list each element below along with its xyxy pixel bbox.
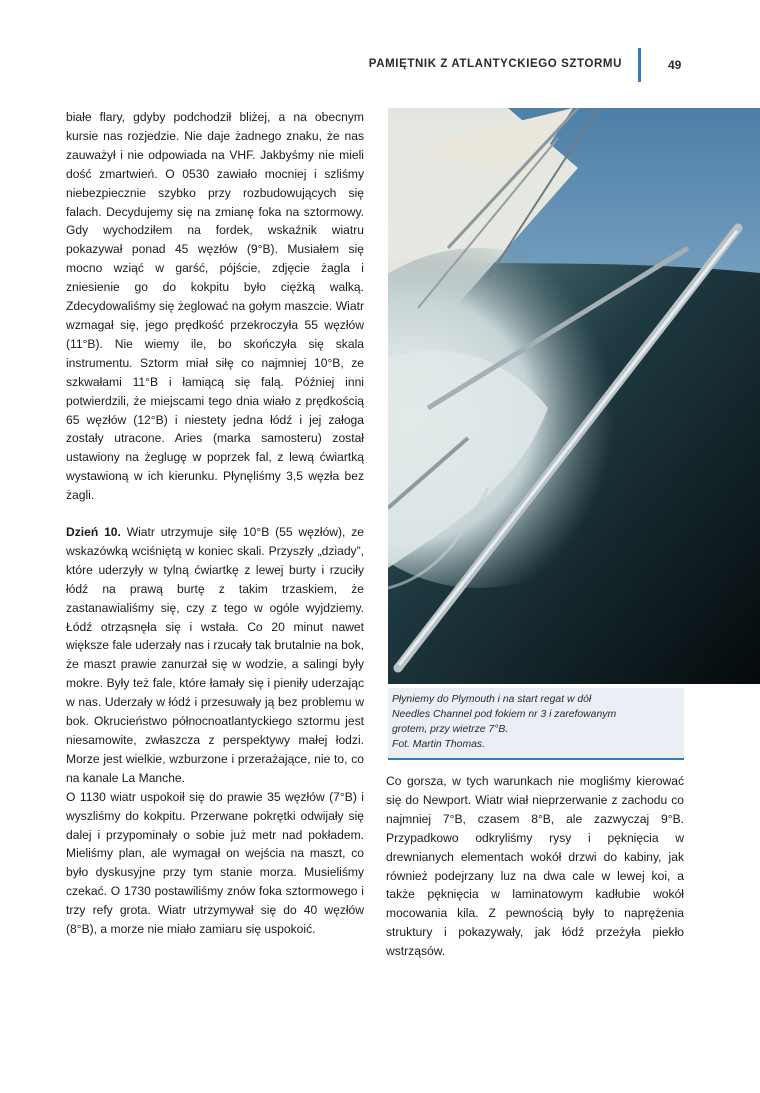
caption-line: grotem, przy wietrze 7°B. bbox=[392, 724, 509, 735]
paragraph: O 1130 wiatr uspokoił się do prawie 35 węzłów (7°B) i wyszliśmy do kokpitu. Przerwane pokrętki odwijały się dalej i przypominały o sobie już metr nad pokładem. Mieliśmy plan, ale wymagał on wejścia na maszt, co było dyskusyjne przy tym stanie morza. Musieliśmy czekać. O 1730 postawiliśmy znów foka sztormowego i trzy refy grota. Wiatr utrzymywał się do 40 węzłów (8°B), a morze nie miało zamiaru się uspokoić. bbox=[66, 789, 364, 937]
photo-caption bbox=[388, 688, 684, 760]
paragraph-text: Wiatr utrzymuje siłę 10°B (55 węzłów), ze wskazówką wciśniętą w koniec skali. Przyszły „dziady”, które uderzyły w tylną ćwiartkę z lewej burty i rzuciły łódź na prawą burtę z takim trzaskiem, że zastanawialiśmy się, czy z tego w ogóle wyjdziemy. Łódź otrząsnęła się i wstała. Co 20 minut nawet większe fale uderzały nas i rzucały tak brutalnie na bok, że maszt prawie zanurzał się w wodzie, a salingi były mokre. Były też fale, które łamały się i pieniły uderzając w nas. Uderzały w łódź i przesuwały ją bez problemu w bok. Okrucieństwo północnoatlantyckiego sztormu jest niesamowite, zwłaszcza z perspektywy małej łodzi. Morze jest wielkie, wzburzone i przerażające, nie to, co na kanale La Manche. bbox=[66, 525, 364, 785]
photo-credit: Fot. Martin Thomas. bbox=[392, 739, 485, 750]
left-text-column bbox=[66, 108, 364, 939]
header-accent-rule bbox=[638, 48, 641, 82]
right-text-column bbox=[386, 772, 684, 961]
running-head: PAMIĘTNIK Z ATLANTYCKIEGO SZTORMU bbox=[368, 58, 622, 70]
paragraph: Co gorsza, w tych warunkach nie mogliśmy kierować się do Newport. Wiatr wiał nieprzerwanie z zachodu co najmniej 7°B, czasem 8°B, ale zazwyczaj 9°B. Przypadkowo odkryliśmy rysy i pęknięcia w drewnianych elementach wokół drzwi do kabiny, jak również podejrzany luz na dwa cale w lewej koi, a także pęknięcia w laminatowym kadłubie wokół mocowania kila. Z pewnością były to naprężenia struktury i pokazywały, jak łódź przeżyła piekło wstrząsów. bbox=[386, 774, 684, 959]
caption-line: Płyniemy do Plymouth i na start regat w dół bbox=[392, 694, 592, 705]
paragraph: białe flary, gdyby podchodził bliżej, a na obecnym kursie nas rozjedzie. Nie daje żadnego znaku, że nas zauważył i nie odpowiada na VHF. Jakbyśmy nie mieli dość zmartwień. O 0530 zawiało mocniej i szliśmy niebezpiecznie szybko przy rozbudowujących się falach. Decydujemy się na zmianę foka na sztormowy. Gdy wychodziłem na fordek, wskaźnik wiatru pokazywał ponad 45 węzłów (9°B). Musiałem się mocno wziąć w garść, pójście, zdjęcie żagla i zniesienie go do kokpitu było ciężką walką. Zdecydowaliśmy się żeglować na gołym maszcie. Wiatr wzmagał się, jego prędkość przekroczyła 55 węzłów (11°B). Nie wiemy ile, bo skończyła się skala instrumentu. Sztorm miał siłę co najmniej 10°B, ze szkwałami 11°B i łamiącą się falą. Później inni potwierdzili, że miejscami tego dnia wiało z prędkością 65 węzłów (12°B) i niestety jedna łódź i jej załoga zostały utracone. Aries (marka samosteru) został ustawiony na żeglugę w poprzek fal, z lewą ćwiartką wystawioną w ich kierunku. Płynęliśmy 3,5 węzła bez żagli. bbox=[66, 110, 364, 503]
caption-line: Needles Channel pod fokiem nr 3 i zarefowanym bbox=[392, 709, 617, 720]
day-label: Dzień 10. bbox=[66, 525, 121, 540]
paragraph-day-10 bbox=[66, 523, 364, 788]
storm-sailing-photo bbox=[388, 108, 760, 684]
page-number: 49 bbox=[668, 58, 682, 72]
